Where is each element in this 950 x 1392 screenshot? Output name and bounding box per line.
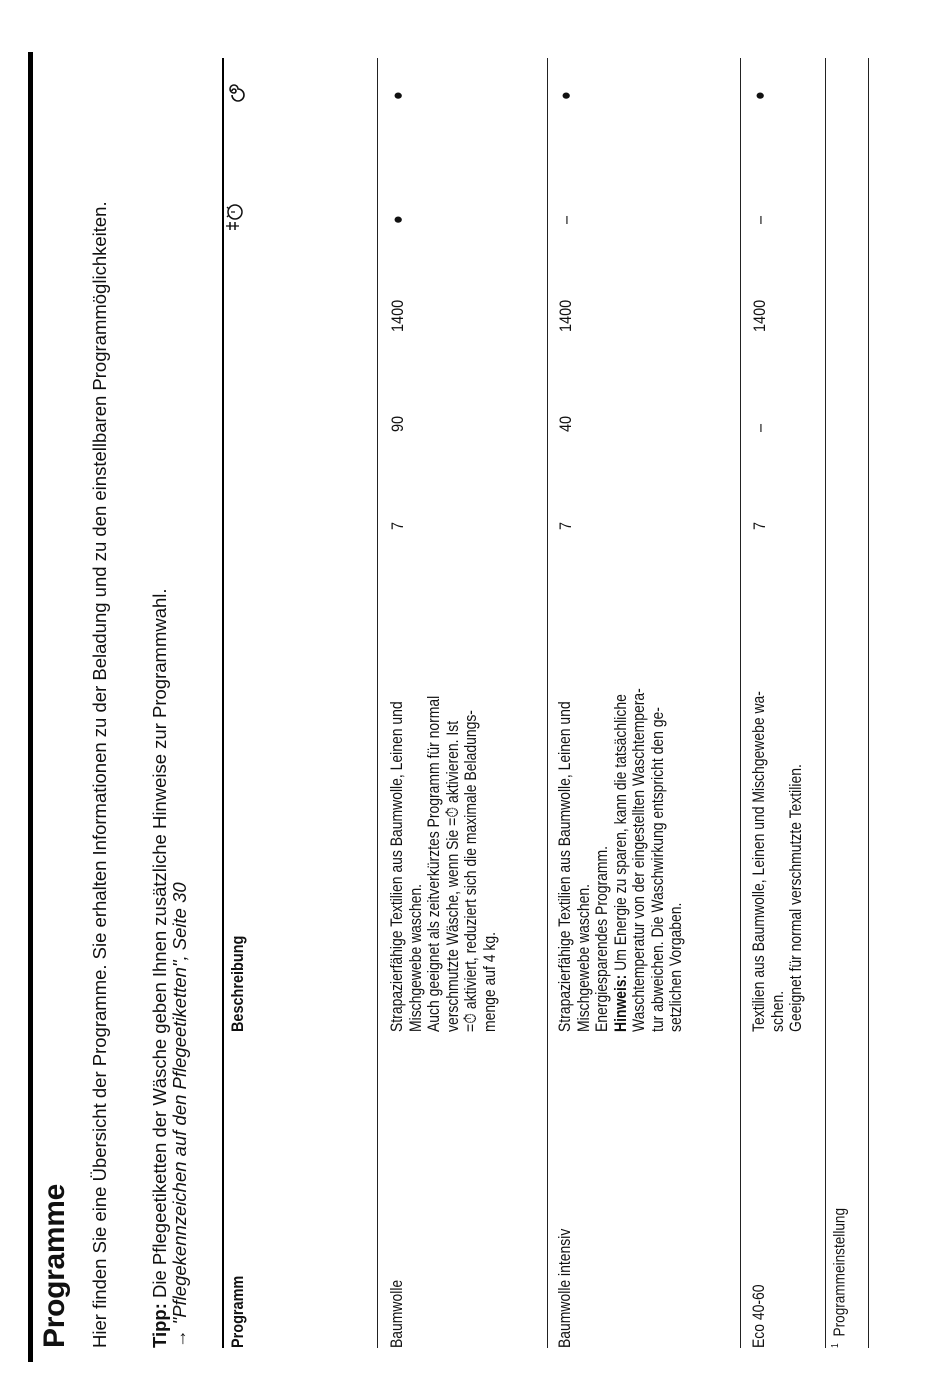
tip-reference: → "Pflegekennzeichen auf den Pflegeetiketten", Seite 30 xyxy=(169,882,190,1348)
row2-description xyxy=(556,572,686,1032)
row2-line-3: Energiesparendes Programm. xyxy=(592,846,611,1032)
row-divider-2 xyxy=(547,58,548,1348)
row2-col-a: – xyxy=(556,215,575,224)
row1-temp: 90 xyxy=(388,415,407,432)
footnote-text: Programmeinstellung xyxy=(831,1207,849,1337)
row2-temp: 40 xyxy=(556,415,575,432)
row2-note-line-4: setzlichen Vorgaben. xyxy=(666,902,685,1032)
table-top-rule xyxy=(222,58,224,1348)
row2-note-line-2: Waschtemperatur von der eingestellten Waschtempera- xyxy=(629,688,648,1032)
row1-spin: 1400 xyxy=(388,299,407,332)
footnote-mark: 1 xyxy=(830,1343,841,1348)
row3-col-b: ● xyxy=(750,91,769,100)
row-divider-3 xyxy=(740,58,741,1348)
row1-program: Baumwolle xyxy=(387,1279,406,1348)
row1-line-2: Mischgewebe waschen. xyxy=(405,884,425,1032)
table-bottom-rule xyxy=(825,58,826,1348)
row1-col-a: ● xyxy=(388,215,407,224)
row2-program: Baumwolle intensiv xyxy=(555,1228,574,1348)
row1-description xyxy=(388,572,499,1032)
row1-load: 7 xyxy=(388,521,407,530)
row1-line-4: verschmutzte Wäsche, wenn Sie =⏱ aktivieren. Ist xyxy=(442,720,462,1032)
intro-text: Hier finden Sie eine Übersicht der Programme. Sie erhalten Informationen zu der Beladung und zu den einstellbaren Programmöglichkeiten. xyxy=(89,201,110,1348)
row3-col-a: – xyxy=(750,215,769,224)
row3-spin: 1400 xyxy=(750,299,769,332)
row2-note-line-3: tur abweichen. Die Waschwirkung entspricht den ge- xyxy=(647,707,667,1032)
row1-line-5: =⏱ aktiviert, reduziert sich die maximale Beladungs- xyxy=(461,710,480,1032)
row2-load: 7 xyxy=(556,521,575,530)
header-program: Programm xyxy=(228,1275,247,1348)
row3-line-3: Geeignet für normal verschmutzte Textilien. xyxy=(786,764,805,1032)
row3-program: Eco 40-60 xyxy=(749,1284,768,1348)
tip-text: Die Pflegeetiketten der Wäsche geben Ihnen zusätzliche Hinweise zur Programmwahl. xyxy=(149,588,170,1304)
row2-line-1: Strapazierfähige Textilien aus Baumwolle, Leinen und xyxy=(555,701,574,1032)
row3-line-2: schen. xyxy=(767,990,787,1032)
footnote xyxy=(830,1208,849,1348)
row3-description xyxy=(750,572,806,1032)
time-reduce-icon xyxy=(222,202,246,232)
footnote-rule xyxy=(868,58,869,1348)
row2-note-line-1: Um Energie zu sparen, kann die tatsächliche xyxy=(610,694,630,975)
tip-paragraph xyxy=(150,68,190,1348)
row-divider-1 xyxy=(377,58,378,1348)
row2-col-b: ● xyxy=(556,91,575,100)
row1-col-b: ● xyxy=(388,91,407,100)
row3-temp: – xyxy=(750,423,769,432)
row2-spin: 1400 xyxy=(556,299,575,332)
top-rule xyxy=(28,52,33,1362)
row2-note-label: Hinweis: xyxy=(610,974,630,1032)
page-title: Programme xyxy=(38,1183,71,1348)
header-description: Beschreibung xyxy=(228,935,247,1032)
row1-line-6: menge auf 4 kg. xyxy=(479,932,499,1032)
row1-line-3: Auch geeignet als zeitverkürztes Programm für normal xyxy=(424,695,443,1032)
row1-line-1: Strapazierfähige Textilien aus Baumwolle, Leinen und xyxy=(387,701,406,1032)
row3-load: 7 xyxy=(750,521,769,530)
row2-note-1 xyxy=(612,655,631,1032)
row3-line-1: Textilien aus Baumwolle, Leinen und Mischgewebe wa- xyxy=(749,691,768,1032)
row2-line-2: Mischgewebe waschen. xyxy=(573,884,593,1032)
spin-icon xyxy=(223,80,245,102)
tip-label: Tipp: xyxy=(149,1303,170,1348)
